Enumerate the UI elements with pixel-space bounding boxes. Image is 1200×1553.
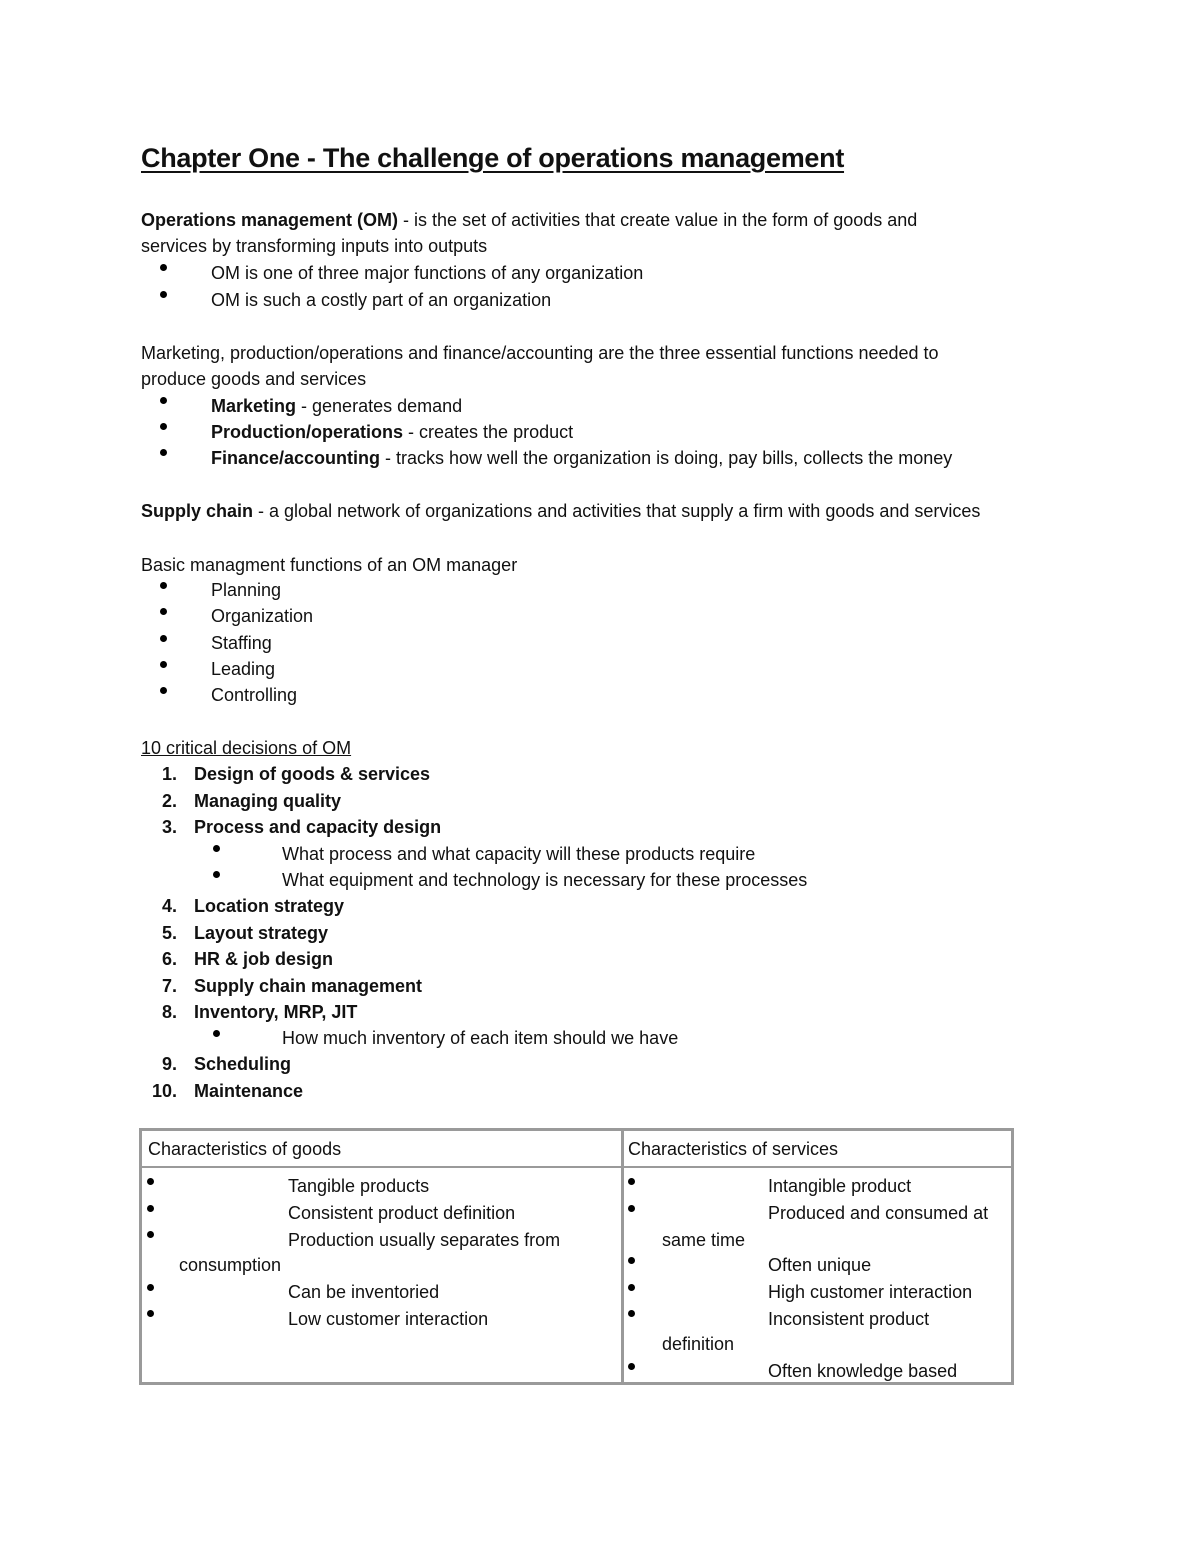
decision-item: Supply chain management [194,976,423,996]
list-number: 6. [161,949,177,969]
list-number: 5. [161,923,177,943]
table-header-divider [142,1166,1011,1168]
decisions-heading: 10 critical decisions of OM [141,738,352,758]
function-desc: - creates the product [403,422,574,442]
bullet-dot [160,635,167,642]
page-title: Chapter One - The challenge of operations management [141,143,845,173]
bullet-dot [628,1363,635,1370]
function-term: Production/operations [211,422,404,442]
list-number: 2. [161,791,177,811]
bullet-dot [213,845,220,852]
goods-item: Production usually separates from [288,1230,561,1250]
goods-item: Consistent product definition [288,1203,516,1223]
bullet-dot [213,871,220,878]
basic-functions-heading: Basic managment functions of an OM manager [141,555,518,575]
services-item: Inconsistent product [768,1309,930,1329]
table-column-divider [621,1131,624,1382]
bullet-dot [628,1310,635,1317]
decision-item: Maintenance [194,1081,304,1101]
bullet-dot [160,449,167,456]
bullet-dot [628,1178,635,1185]
om-definition-text: - is the set of activities that create value in the form of goods and [398,210,918,230]
bullet-dot [160,264,167,271]
bullet-dot [147,1231,154,1238]
list-number: 1. [161,764,177,784]
decision-item: Scheduling [194,1054,292,1074]
bullet-dot [160,397,167,404]
bullet-dot [160,661,167,668]
goods-item: Tangible products [288,1176,430,1196]
list-item: Leading [211,659,276,679]
function-term: Finance/accounting [211,448,381,468]
list-number: 9. [161,1054,177,1074]
services-header: Characteristics of services [628,1139,839,1159]
services-item: Often unique [768,1255,872,1275]
list-item [211,419,573,445]
bullet-dot [213,1030,220,1037]
functions-line-2: produce goods and services [141,369,367,389]
bullet-dot [160,687,167,694]
goods-item-continuation: consumption [179,1255,282,1275]
decision-item: Design of goods & services [194,764,431,784]
functions-line-1: Marketing, production/operations and finance/accounting are the three essential functions needed to [141,343,939,363]
sub-list-item: What process and what capacity will these products require [282,844,756,864]
list-item [211,393,462,419]
bullet-dot [628,1205,635,1212]
decision-item: Managing quality [194,791,342,811]
bullet-dot [628,1257,635,1264]
supply-chain-definition [141,498,980,524]
list-item: Controlling [211,685,298,705]
services-item: Intangible product [768,1176,912,1196]
list-item [211,445,952,471]
decision-item: Inventory, MRP, JIT [194,1002,358,1022]
supply-chain-term: Supply chain [141,501,254,521]
function-desc: - tracks how well the organization is doing, pay bills, collects the money [380,448,953,468]
services-item-continuation: definition [662,1334,735,1354]
bullet-dot [160,608,167,615]
function-term: Marketing [211,396,297,416]
services-item: High customer interaction [768,1282,973,1302]
goods-item: Can be inventoried [288,1282,440,1302]
decision-item: Location strategy [194,896,345,916]
bullet-dot [160,423,167,430]
list-number: 4. [161,896,177,916]
list-item: Organization [211,606,314,626]
bullet-dot [147,1310,154,1317]
bullet-dot [160,291,167,298]
list-number: 10. [151,1081,177,1101]
services-item: Often knowledge based [768,1361,958,1381]
services-item-continuation: same time [662,1230,746,1250]
decision-item: HR & job design [194,949,333,969]
list-number: 8. [161,1002,177,1022]
list-item: Staffing [211,633,272,653]
list-number: 3. [161,817,177,837]
function-desc: - generates demand [296,396,463,416]
bullet-dot [628,1284,635,1291]
decision-item: Process and capacity design [194,817,442,837]
bullet-dot [147,1284,154,1291]
bullet-dot [160,582,167,589]
goods-item: Low customer interaction [288,1309,489,1329]
sub-list-item: How much inventory of each item should we have [282,1028,679,1048]
bullet-dot [147,1178,154,1185]
om-term: Operations management (OM) [141,210,399,230]
list-item: OM is such a costly part of an organization [211,290,552,310]
list-item: OM is one of three major functions of any organization [211,263,644,283]
decision-item: Layout strategy [194,923,329,943]
services-item: Produced and consumed at [768,1203,989,1223]
characteristics-table [139,1128,1014,1385]
om-definition-line-1 [141,207,917,233]
om-definition-line-2: services by transforming inputs into outputs [141,236,488,256]
goods-header: Characteristics of goods [148,1139,342,1159]
list-number: 7. [161,976,177,996]
sub-list-item: What equipment and technology is necessary for these processes [282,870,808,890]
bullet-dot [147,1205,154,1212]
supply-chain-text: - a global network of organizations and activities that supply a firm with goods and services [253,501,981,521]
list-item: Planning [211,580,282,600]
